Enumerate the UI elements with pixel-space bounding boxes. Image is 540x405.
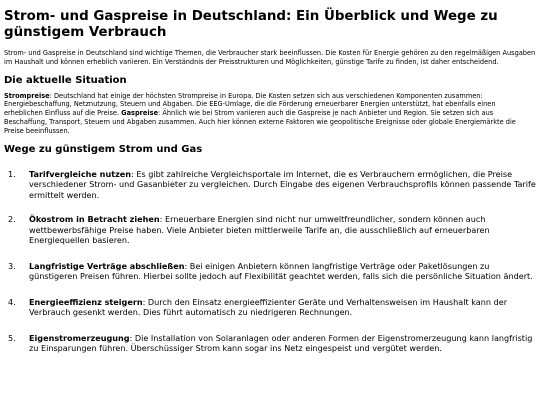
list-item <box>4 261 536 282</box>
list-item <box>4 297 536 318</box>
list-item-term: Ökostrom in Betracht ziehen <box>29 214 160 225</box>
document-title: Strom- und Gaspreise in Deutschland: Ein Überblick und Wege zu günstigem Verbrauch <box>4 9 498 40</box>
list-item-text: : Bei einigen Anbietern können langfristige Verträge oder Paketlösungen zu günstigeren Preisen führen. Hierbei sollte jedoch auf Flexibilität geachtet werden, falls sich die persönliche Situation ändert. <box>29 260 533 282</box>
ways-list <box>4 169 536 354</box>
list-item-term: Eigenstromerzeugung <box>29 332 130 343</box>
list-item-term: Tarifvergleiche nutzen <box>29 168 132 179</box>
list-item-text: : Durch den Einsatz energieeffizienter Geräte und Verhaltensweisen im Haushalt kann der Verbrauch gesenkt werden. Dies führt automatisch zu niedrigeren Rechnungen. <box>29 296 508 318</box>
ways-heading: Wege zu günstigem Strom und Gas <box>4 143 203 155</box>
list-item-text: : Die Installation von Solaranlagen oder anderen Formen der Eigenstromerzeugung kann langfristig zu Einsparungen führen. Überschüssiger Strom kann sogar ins Netz eingespeist und vergütet werden. <box>29 332 533 354</box>
list-item-text: : Es gibt zahlreiche Vergleichsportale im Internet, die es Verbrauchern ermöglichen, die Preise verschiedener Strom- und Gasanbieter zu vergleichen. Durch Eingabe des eigenen Verbrauchsprofils können passende Tarife ermittelt werden. <box>29 168 536 200</box>
list-item-term: Langfristige Verträge abschließen <box>29 260 185 271</box>
list-item <box>4 169 536 201</box>
list-item-number: 3. <box>8 260 16 271</box>
list-item-text: : Erneuerbare Energien sind nicht nur umweltfreundlicher, sondern können auch wettbewerbsfähige Preise haben. Viele Anbieter bieten mittlerweile Tarife an, die ausschließlich auf erneuerbaren Energiequellen basieren. <box>29 214 490 246</box>
intro-paragraph: Strom- und Gaspreise in Deutschland sind wichtige Themen, die Verbraucher stark beeinflussen. Die Kosten für Energie gehören zu den regelmäßigen Ausgaben im Haushalt und können erheblich variieren. Ein Verständnis der Preisstrukturen und Möglichkeiten, günstige Tarife zu finden, ist daher entscheidend. <box>4 49 536 66</box>
list-item-number: 4. <box>8 296 16 307</box>
list-item-term: Energieeffizienz steigern <box>29 296 143 307</box>
list-item-number: 5. <box>8 332 16 343</box>
strompreise-text: : Deutschland hat einige der höchsten Strompreise in Europa. Die Kosten setzen sich aus verschiedenen Komponenten zusammen: Energiebeschaffung, Netznutzung, Steuern und Abgaben. Die EEG-Umlage, die die Förderung erneuerbarer Energien unterstützt, hat ebenfalls einen erheblichen Einfluss auf die Preise. <box>4 91 496 118</box>
situation-heading: Die aktuelle Situation <box>4 74 127 86</box>
list-item-number: 2. <box>8 214 16 225</box>
strompreise-term: Strompreise <box>4 91 50 100</box>
list-item-number: 1. <box>8 168 16 179</box>
gaspreise-text: : Ähnlich wie bei Strom variieren auch die Gaspreise je nach Anbieter und Region. Sie setzen sich aus Beschaffung, Transport, Steuern und Abgaben zusammen. Auch hier können externe Faktoren wie geopolitische Ereignisse oder globale Energiemärkte die Preise beeinflussen. <box>4 109 516 135</box>
list-item <box>4 333 536 354</box>
document-page <box>4 0 536 354</box>
situation-paragraph <box>4 92 536 136</box>
gaspreise-term: Gaspreise <box>121 109 159 118</box>
list-item <box>4 214 536 246</box>
